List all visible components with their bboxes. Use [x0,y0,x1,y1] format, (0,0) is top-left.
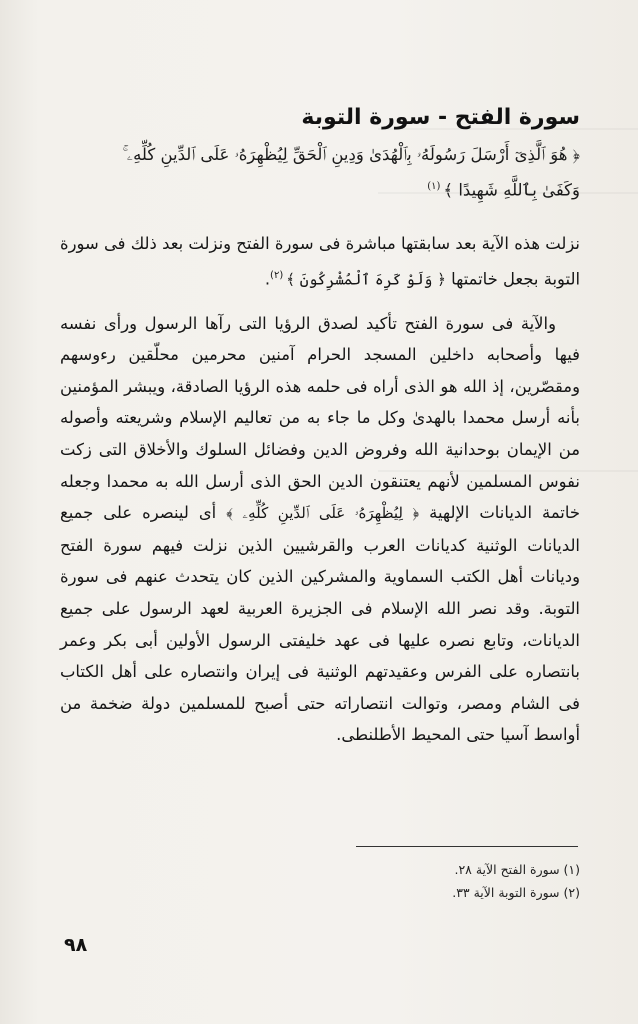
body-text [60,228,580,751]
quran-verse-line-2 [60,176,580,202]
paragraph-1-text: نزلت هذه الآية بعد سابقتها مباشرة فى سورة الفتح ونزلت بعد ذلك فى سورة التوبة بجعل خاتمتها [60,234,580,289]
footnote-ref-2: (٢) [270,269,284,281]
quran-verse-line-1: ﴿ هُوَ ٱلَّذِىٓ أَرْسَلَ رَسُولَهُۥ بِٱلْهُدَىٰ وَدِينِ ٱلْحَقِّ لِيُظْهِرَهُۥ عَلَى ٱلدِّينِ كُلِّهِۦ ۚ [122,145,580,164]
paragraph-2-text-b: أى لينصره على جميع الديانات الوثنية كديانات العرب والقرشيين الذين نزلت فيهم سورة الفتح وديانات أهل الكتب السماوية والمشركين الذين كان يتحدث عنهم فى سورة التوبة. وقد نصر الله الإسلام فى الجزيرة العربية لعهد الرسول على جميع الديانات، وتابع نصره عليها فى عهد خليفتى الرسول الأولين أبى بكر وعمر بانتصاره على الفرس وعقيدتهم الوثنية فى إيران وانتصاره على أهل الكتاب فى الشام ومصر، وتوالت انتصاراته حتى أصبح للمسلمين دولة ضخمة من أواسط آسيا حتى المحيط الأطلنطى. [60,503,580,745]
footnote-divider [356,846,578,847]
page-number: ٩٨ [64,934,88,956]
footnote-2: (٢) سورة التوبة الآية ٣٣. [452,885,580,900]
footnotes [280,858,580,904]
section-heading: سورة الفتح - سورة التوبة [301,105,580,130]
inline-verse-2: ﴿ لِيُظْهِرَهُۥ عَلَى ٱلدِّينِ كُلِّهِۦ ﴾ [226,504,420,523]
paragraph-1 [60,228,580,296]
paragraph-1-end: . [264,269,271,289]
footnote-1: (١) سورة الفتح الآية ٢٨. [454,862,580,877]
paragraph-2 [60,308,580,751]
footnote-ref-1: (١) [427,181,441,192]
quran-verse-text: وَكَفَىٰ بِٱللَّهِ شَهِيدًا ﴾ [443,180,580,200]
paragraph-2-text-a: والآية فى سورة الفتح تأكيد لصدق الرؤيا التى رآها الرسول ورأى نفسه فيها وأصحابه داخلين المسجد الحرام آمنين محرمين محلّقين رءوسهم ومقصّرين، إذ الله هو الذى أراه فى حلمه هذه الرؤيا الصادقة، ويبشر المؤمنين بأنه أرسل محمدا بالهدىٰ وكل ما جاء به من تعاليم الإسلام وشريعته وأصوله من الإيمان بوحدانية الله وفروض الدين وفضائل السلوك والأخلاق التى زكت نفوس المسلمين لأنهم يعتنقون الدين الحق الذى أرسل الله به محمدا وجعله خاتمة الديانات الإلهية [60,313,580,523]
inline-verse-1: ﴿ وَلَوْ كَرِهَ ٱلْمُشْرِكُونَ ﴾ [286,270,446,289]
